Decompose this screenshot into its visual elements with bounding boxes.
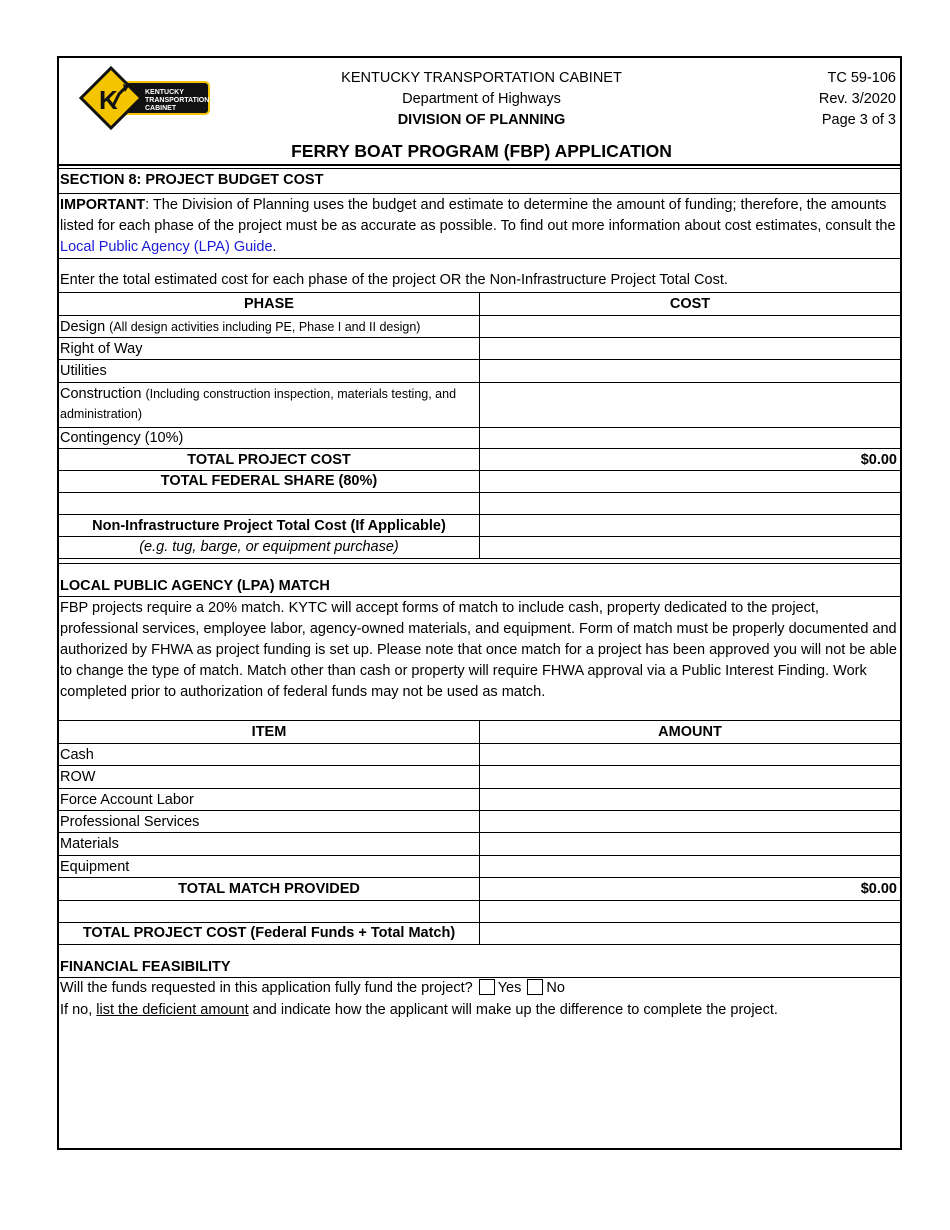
yes-checkbox[interactable] — [479, 979, 495, 995]
period: . — [272, 239, 277, 255]
svg-text:TRANSPORTATION: TRANSPORTATION — [145, 97, 210, 104]
divider — [59, 944, 900, 945]
divider — [59, 900, 900, 901]
amount-header: AMOUNT — [658, 724, 722, 740]
lpa-guide-link[interactable]: Local Public Agency (LPA) Guide — [60, 239, 273, 255]
divider — [59, 448, 900, 449]
equipment-amount-input[interactable] — [480, 856, 900, 877]
svg-text:K: K — [99, 85, 118, 115]
divider — [59, 164, 900, 166]
svg-text:CABINET: CABINET — [145, 105, 177, 112]
divider — [59, 558, 900, 559]
match-item-row: ROW — [60, 769, 96, 785]
budget-instruction: Enter the total estimated cost for each phase of the project OR the Non-Infrastructure Project Total Cost. — [60, 272, 728, 288]
svg-text:KENTUCKY: KENTUCKY — [145, 89, 184, 96]
important-label: IMPORTANT — [60, 197, 146, 213]
page-number: Page 3 of 3 — [821, 112, 896, 128]
yes-label: Yes — [497, 980, 522, 996]
total-match-value: $0.00 — [860, 881, 897, 897]
revision: Rev. 3/2020 — [818, 91, 896, 107]
row-amount-input[interactable] — [480, 766, 900, 787]
right-of-way-label: Right of Way — [60, 341, 143, 357]
utilities-cost-input[interactable] — [480, 360, 900, 381]
non-infra-label: Non-Infrastructure Project Total Cost (If Applicable) — [92, 518, 446, 534]
match-item-equipment: Equipment — [60, 859, 130, 875]
financial-feasibility-heading: FINANCIAL FEASIBILITY — [60, 959, 231, 975]
divider — [59, 877, 900, 878]
force-account-labor-amount-input[interactable] — [480, 789, 900, 810]
utilities-label: Utilities — [60, 363, 107, 379]
division-name: DIVISION OF PLANNING — [397, 112, 566, 128]
funding-question: Will the funds requested in this application fully fund the project? — [60, 980, 473, 996]
section8-heading: SECTION 8: PROJECT BUDGET COST — [60, 172, 324, 188]
professional-services-amount-input[interactable] — [480, 811, 900, 832]
if-no-underlined: list the deficient amount — [96, 1002, 249, 1018]
funding-question-row — [60, 978, 565, 999]
if-no-prefix: If no, — [60, 1002, 97, 1018]
divider — [59, 596, 900, 597]
match-item-cash: Cash — [60, 747, 94, 763]
lpa-match-paragraph: FBP projects require a 20% match. KYTC will accept forms of match to include cash, property dedicated to the project, professional services, employee labor, agency-owned materials, and equipment. Form of match must be properly documented and authorized by FHWA as project funding is set up. Please note that once match for a project has been approved you will not be able to change the type of match. Match other than cash or property will require FHWA approval via a Public Interest Finding. Work completed prior to authorization of federal funds may not be used as match. — [60, 600, 897, 700]
cash-amount-input[interactable] — [480, 744, 900, 765]
header-center — [59, 68, 904, 131]
right-of-way-cost-input[interactable] — [480, 338, 900, 359]
non-infra-note: (e.g. tug, barge, or equipment purchase) — [139, 539, 399, 555]
divider — [59, 168, 900, 169]
contingency-label: Contingency (10%) — [60, 430, 184, 446]
total-federal-share-input[interactable] — [480, 471, 900, 492]
divider — [59, 492, 900, 493]
important-text: : The Division of Planning uses the budget and estimate to determine the amount of funding; therefore, the amounts listed for each phase of the project must be as accurate as possible. To find out more information about cost estimates, consult the — [60, 197, 896, 234]
total-project-cost-fed-match-label: TOTAL PROJECT COST (Federal Funds + Total Match) — [82, 925, 456, 941]
design-row-label — [60, 317, 420, 337]
design-cost-input[interactable] — [480, 316, 900, 337]
phase-header: PHASE — [244, 296, 294, 312]
important-paragraph — [60, 195, 898, 258]
total-federal-share-label: TOTAL FEDERAL SHARE (80%) — [160, 473, 378, 489]
total-project-cost-value: $0.00 — [860, 452, 897, 468]
total-project-cost-fed-match-input[interactable] — [480, 923, 900, 944]
materials-amount-input[interactable] — [480, 833, 900, 854]
department-name: Department of Highways — [402, 91, 561, 107]
cost-header: COST — [669, 296, 711, 312]
construction-note: (Including construction inspection, materials testing, and administration) — [60, 387, 457, 421]
page-title: FERRY BOAT PROGRAM (FBP) APPLICATION — [291, 141, 672, 161]
divider — [59, 193, 900, 194]
match-item-professional-services: Professional Services — [60, 814, 200, 830]
divider — [59, 563, 900, 564]
lpa-match-heading: LOCAL PUBLIC AGENCY (LPA) MATCH — [60, 578, 330, 594]
item-header: ITEM — [251, 724, 287, 740]
construction-row-label — [60, 384, 465, 424]
total-project-cost-label: TOTAL PROJECT COST — [187, 452, 351, 468]
no-checkbox[interactable] — [527, 979, 543, 995]
contingency-cost-input[interactable] — [480, 428, 900, 449]
design-note: (All design activities including PE, Phase I and II design) — [109, 320, 421, 334]
match-item-materials: Materials — [60, 836, 119, 852]
header-right — [819, 68, 896, 131]
no-label: No — [546, 980, 565, 996]
form-frame — [57, 56, 902, 1150]
agency-name: KENTUCKY TRANSPORTATION CABINET — [341, 70, 622, 86]
design-label: Design — [60, 319, 106, 335]
form-number: TC 59-106 — [827, 70, 896, 86]
match-item-force-account-labor: Force Account Labor — [60, 792, 194, 808]
non-infra-cost-input[interactable] — [480, 515, 900, 536]
deficient-amount-textarea[interactable] — [60, 1024, 898, 1144]
if-no-suffix: and indicate how the applicant will make up the difference to complete the project. — [248, 1002, 778, 1018]
if-no-instruction — [60, 1000, 898, 1021]
construction-label: Construction — [60, 386, 142, 402]
total-match-label: TOTAL MATCH PROVIDED — [178, 881, 360, 897]
construction-cost-input[interactable] — [480, 383, 900, 427]
divider — [59, 258, 900, 259]
